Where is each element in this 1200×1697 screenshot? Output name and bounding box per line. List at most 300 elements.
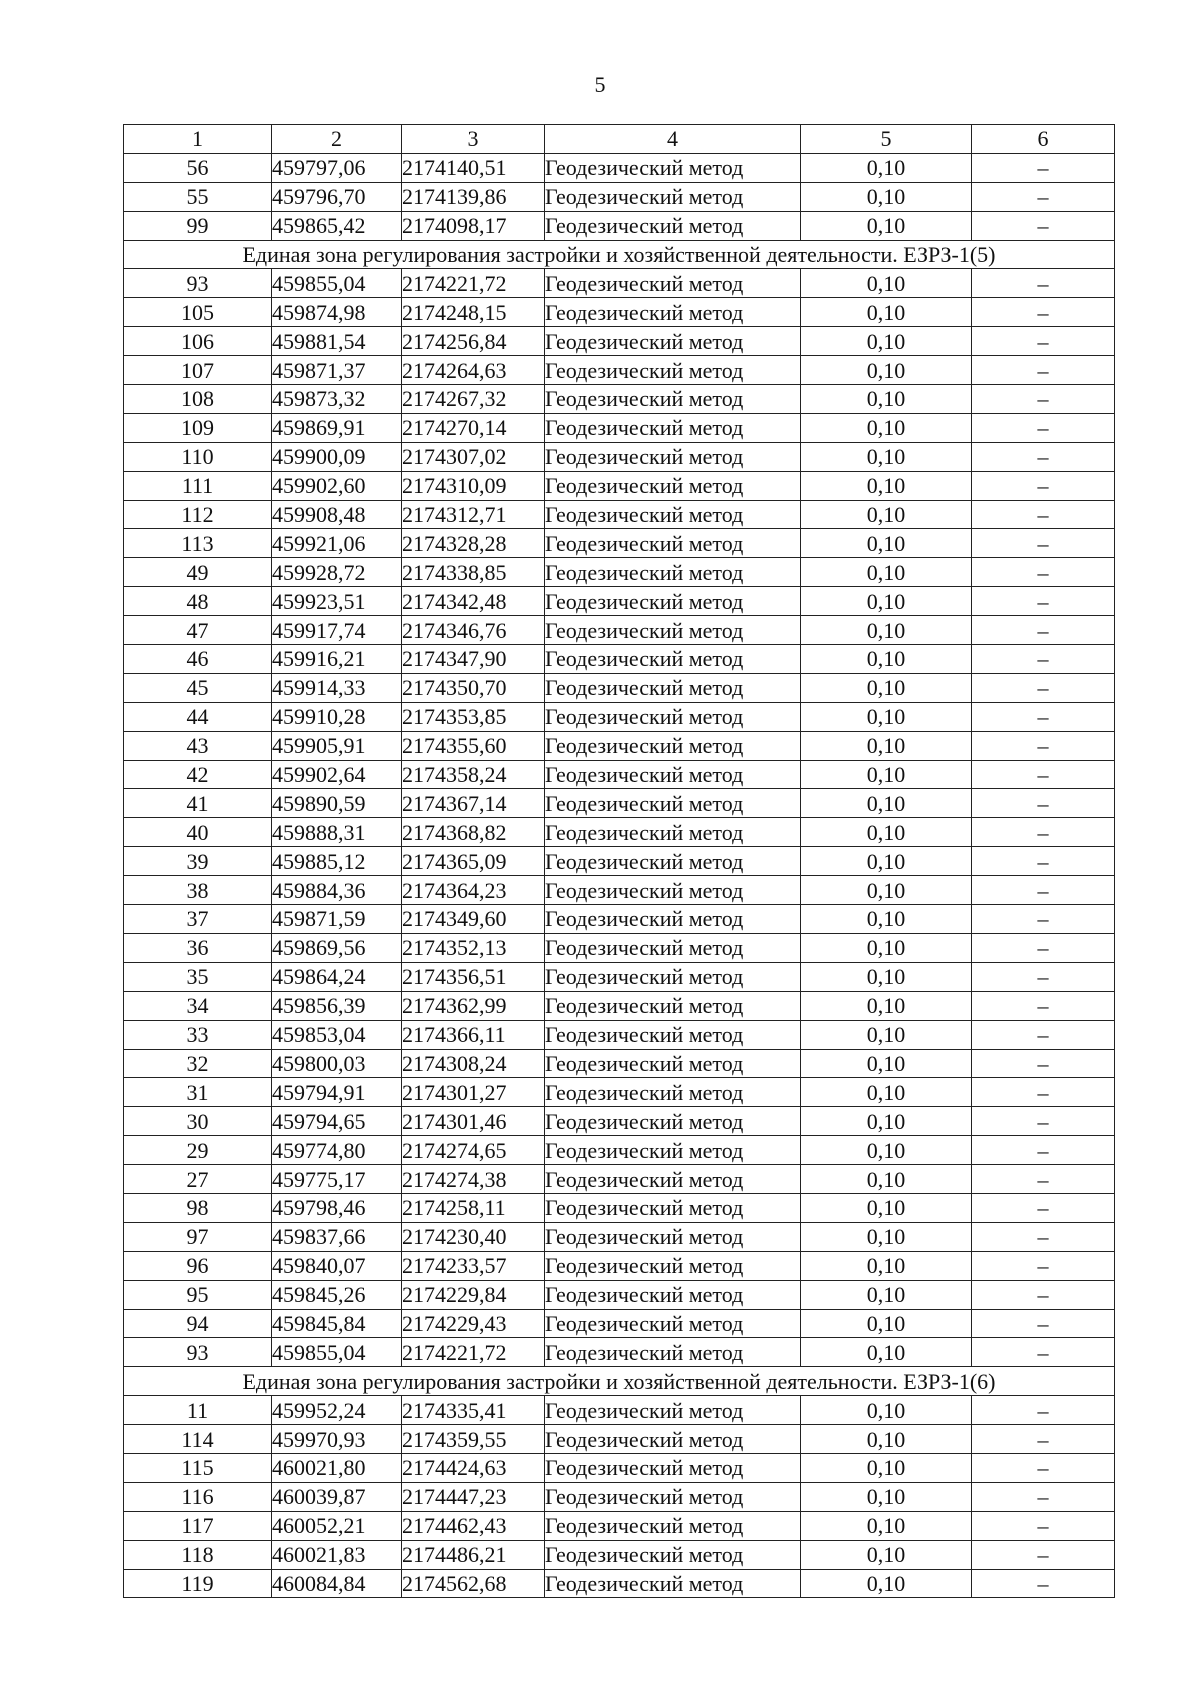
coordinate-x: 459952,24: [272, 1396, 402, 1425]
point-number: 106: [124, 327, 272, 356]
coordinate-x: 459917,74: [272, 616, 402, 645]
method: Геодезический метод: [545, 385, 801, 414]
note: –: [972, 702, 1115, 731]
method: Геодезический метод: [545, 471, 801, 500]
column-number: 4: [545, 125, 801, 154]
table-row: [124, 1136, 1115, 1165]
accuracy: 0,10: [801, 1193, 972, 1222]
accuracy: 0,10: [801, 298, 972, 327]
point-number: 34: [124, 991, 272, 1020]
note: –: [972, 529, 1115, 558]
coordinate-x: 459800,03: [272, 1049, 402, 1078]
point-number: 31: [124, 1078, 272, 1107]
note: –: [972, 182, 1115, 211]
coordinate-y: 2174307,02: [402, 442, 545, 471]
method: Геодезический метод: [545, 1049, 801, 1078]
accuracy: 0,10: [801, 818, 972, 847]
note: –: [972, 760, 1115, 789]
accuracy: 0,10: [801, 529, 972, 558]
point-number: 112: [124, 500, 272, 529]
coordinate-y: 2174221,72: [402, 269, 545, 298]
coordinate-y: 2174308,24: [402, 1049, 545, 1078]
accuracy: 0,10: [801, 933, 972, 962]
coordinate-y: 2174366,11: [402, 1020, 545, 1049]
method: Геодезический метод: [545, 1136, 801, 1165]
coordinate-y: 2174424,63: [402, 1453, 545, 1482]
table-row: [124, 673, 1115, 702]
note: –: [972, 1453, 1115, 1482]
column-number: 1: [124, 125, 272, 154]
table-row: [124, 500, 1115, 529]
table-row: [124, 645, 1115, 674]
table-row: [124, 847, 1115, 876]
accuracy: 0,10: [801, 269, 972, 298]
accuracy: 0,10: [801, 182, 972, 211]
coordinate-x: 459794,91: [272, 1078, 402, 1107]
point-number: 43: [124, 731, 272, 760]
method: Геодезический метод: [545, 673, 801, 702]
note: –: [972, 1425, 1115, 1454]
note: –: [972, 1165, 1115, 1194]
point-number: 111: [124, 471, 272, 500]
accuracy: 0,10: [801, 1569, 972, 1598]
method: Геодезический метод: [545, 1453, 801, 1482]
accuracy: 0,10: [801, 1020, 972, 1049]
method: Геодезический метод: [545, 1078, 801, 1107]
method: Геодезический метод: [545, 327, 801, 356]
coordinate-x: 459856,39: [272, 991, 402, 1020]
point-number: 27: [124, 1165, 272, 1194]
accuracy: 0,10: [801, 731, 972, 760]
table-row: [124, 153, 1115, 182]
method: Геодезический метод: [545, 962, 801, 991]
point-number: 113: [124, 529, 272, 558]
method: Геодезический метод: [545, 1020, 801, 1049]
accuracy: 0,10: [801, 789, 972, 818]
accuracy: 0,10: [801, 1222, 972, 1251]
coordinate-x: 459774,80: [272, 1136, 402, 1165]
coordinate-y: 2174301,46: [402, 1107, 545, 1136]
point-number: 98: [124, 1193, 272, 1222]
note: –: [972, 356, 1115, 385]
coordinate-x: 459869,56: [272, 933, 402, 962]
note: –: [972, 1309, 1115, 1338]
coordinate-y: 2174359,55: [402, 1425, 545, 1454]
point-number: 117: [124, 1511, 272, 1540]
table-row: [124, 1309, 1115, 1338]
note: –: [972, 1020, 1115, 1049]
coordinate-y: 2174362,99: [402, 991, 545, 1020]
note: –: [972, 933, 1115, 962]
point-number: 41: [124, 789, 272, 818]
accuracy: 0,10: [801, 847, 972, 876]
coordinates-table: [123, 124, 1115, 1598]
table-row: [124, 356, 1115, 385]
coordinate-x: 460052,21: [272, 1511, 402, 1540]
coordinate-x: 459905,91: [272, 731, 402, 760]
table-row: [124, 1251, 1115, 1280]
table-row: [124, 616, 1115, 645]
coordinate-x: 459914,33: [272, 673, 402, 702]
table-row: [124, 1193, 1115, 1222]
method: Геодезический метод: [545, 1107, 801, 1136]
table-row: [124, 731, 1115, 760]
coordinate-x: 459797,06: [272, 153, 402, 182]
accuracy: 0,10: [801, 962, 972, 991]
method: Геодезический метод: [545, 991, 801, 1020]
table-row: [124, 962, 1115, 991]
coordinate-x: 459921,06: [272, 529, 402, 558]
table-row: [124, 1107, 1115, 1136]
table-row: [124, 991, 1115, 1020]
column-number: 6: [972, 125, 1115, 154]
method: Геодезический метод: [545, 356, 801, 385]
accuracy: 0,10: [801, 760, 972, 789]
point-number: 46: [124, 645, 272, 674]
table-row: [124, 269, 1115, 298]
accuracy: 0,10: [801, 1511, 972, 1540]
method: Геодезический метод: [545, 702, 801, 731]
coordinate-y: 2174274,65: [402, 1136, 545, 1165]
method: Геодезический метод: [545, 1193, 801, 1222]
coordinate-x: 459845,84: [272, 1309, 402, 1338]
zone-section-title: Единая зона регулирования застройки и хозяйственной деятельности. ЕЗРЗ-1(6): [124, 1367, 1115, 1396]
table-row: [124, 1280, 1115, 1309]
table-row: [124, 1338, 1115, 1367]
note: –: [972, 1193, 1115, 1222]
point-number: 45: [124, 673, 272, 702]
point-number: 33: [124, 1020, 272, 1049]
note: –: [972, 731, 1115, 760]
point-number: 109: [124, 413, 272, 442]
zone-section-row: [124, 1367, 1115, 1396]
accuracy: 0,10: [801, 1338, 972, 1367]
accuracy: 0,10: [801, 442, 972, 471]
table-row: [124, 558, 1115, 587]
coordinate-y: 2174355,60: [402, 731, 545, 760]
coordinate-y: 2174342,48: [402, 587, 545, 616]
accuracy: 0,10: [801, 991, 972, 1020]
coordinate-y: 2174274,38: [402, 1165, 545, 1194]
point-number: 36: [124, 933, 272, 962]
table-row: [124, 211, 1115, 240]
coordinate-y: 2174356,51: [402, 962, 545, 991]
zone-section-title: Единая зона регулирования застройки и хозяйственной деятельности. ЕЗРЗ-1(5): [124, 240, 1115, 269]
point-number: 49: [124, 558, 272, 587]
accuracy: 0,10: [801, 153, 972, 182]
method: Геодезический метод: [545, 1280, 801, 1309]
accuracy: 0,10: [801, 1049, 972, 1078]
coordinate-y: 2174233,57: [402, 1251, 545, 1280]
point-number: 115: [124, 1453, 272, 1482]
point-number: 44: [124, 702, 272, 731]
point-number: 56: [124, 153, 272, 182]
coordinate-y: 2174267,32: [402, 385, 545, 414]
note: –: [972, 876, 1115, 905]
coordinate-x: 459855,04: [272, 1338, 402, 1367]
method: Геодезический метод: [545, 1338, 801, 1367]
accuracy: 0,10: [801, 1078, 972, 1107]
method: Геодезический метод: [545, 1251, 801, 1280]
accuracy: 0,10: [801, 1540, 972, 1569]
table-row: [124, 182, 1115, 211]
point-number: 96: [124, 1251, 272, 1280]
coordinate-x: 459798,46: [272, 1193, 402, 1222]
note: –: [972, 818, 1115, 847]
coordinate-x: 459855,04: [272, 269, 402, 298]
column-number: 2: [272, 125, 402, 154]
point-number: 105: [124, 298, 272, 327]
coordinate-x: 459874,98: [272, 298, 402, 327]
coordinate-y: 2174349,60: [402, 905, 545, 934]
table-row: [124, 702, 1115, 731]
table-row: [124, 1165, 1115, 1194]
coordinate-x: 460021,83: [272, 1540, 402, 1569]
point-number: 108: [124, 385, 272, 414]
accuracy: 0,10: [801, 1453, 972, 1482]
accuracy: 0,10: [801, 1396, 972, 1425]
note: –: [972, 1540, 1115, 1569]
coordinate-x: 459853,04: [272, 1020, 402, 1049]
coordinate-y: 2174328,28: [402, 529, 545, 558]
coordinate-y: 2174139,86: [402, 182, 545, 211]
point-number: 107: [124, 356, 272, 385]
note: –: [972, 298, 1115, 327]
method: Геодезический метод: [545, 847, 801, 876]
coordinate-y: 2174256,84: [402, 327, 545, 356]
table-row: [124, 327, 1115, 356]
coordinate-y: 2174229,84: [402, 1280, 545, 1309]
method: Геодезический метод: [545, 211, 801, 240]
table-row: [124, 1569, 1115, 1598]
accuracy: 0,10: [801, 905, 972, 934]
method: Геодезический метод: [545, 1482, 801, 1511]
table-row: [124, 1425, 1115, 1454]
coordinate-y: 2174270,14: [402, 413, 545, 442]
coordinate-x: 459869,91: [272, 413, 402, 442]
accuracy: 0,10: [801, 645, 972, 674]
accuracy: 0,10: [801, 616, 972, 645]
note: –: [972, 962, 1115, 991]
method: Геодезический метод: [545, 1396, 801, 1425]
table-row: [124, 1540, 1115, 1569]
column-number: 5: [801, 125, 972, 154]
accuracy: 0,10: [801, 1425, 972, 1454]
coordinate-y: 2174310,09: [402, 471, 545, 500]
accuracy: 0,10: [801, 1251, 972, 1280]
method: Геодезический метод: [545, 558, 801, 587]
coordinate-y: 2174365,09: [402, 847, 545, 876]
coordinate-x: 459873,32: [272, 385, 402, 414]
note: –: [972, 413, 1115, 442]
method: Геодезический метод: [545, 413, 801, 442]
point-number: 37: [124, 905, 272, 934]
accuracy: 0,10: [801, 587, 972, 616]
table-row: [124, 1020, 1115, 1049]
point-number: 30: [124, 1107, 272, 1136]
coordinate-y: 2174368,82: [402, 818, 545, 847]
coordinate-y: 2174338,85: [402, 558, 545, 587]
note: –: [972, 1396, 1115, 1425]
coordinate-x: 459794,65: [272, 1107, 402, 1136]
table-row: [124, 529, 1115, 558]
table-row: [124, 587, 1115, 616]
note: –: [972, 558, 1115, 587]
coordinate-x: 460084,84: [272, 1569, 402, 1598]
note: –: [972, 211, 1115, 240]
table-row: [124, 905, 1115, 934]
note: –: [972, 1078, 1115, 1107]
method: Геодезический метод: [545, 269, 801, 298]
coordinate-y: 2174367,14: [402, 789, 545, 818]
coordinate-y: 2174301,27: [402, 1078, 545, 1107]
column-number: 3: [402, 125, 545, 154]
point-number: 48: [124, 587, 272, 616]
note: –: [972, 327, 1115, 356]
coordinate-y: 2174140,51: [402, 153, 545, 182]
method: Геодезический метод: [545, 789, 801, 818]
note: –: [972, 1049, 1115, 1078]
table-row: [124, 471, 1115, 500]
method: Геодезический метод: [545, 182, 801, 211]
method: Геодезический метод: [545, 1569, 801, 1598]
method: Геодезический метод: [545, 616, 801, 645]
method: Геодезический метод: [545, 731, 801, 760]
accuracy: 0,10: [801, 1280, 972, 1309]
method: Геодезический метод: [545, 500, 801, 529]
note: –: [972, 905, 1115, 934]
point-number: 42: [124, 760, 272, 789]
coordinate-y: 2174312,71: [402, 500, 545, 529]
method: Геодезический метод: [545, 645, 801, 674]
method: Геодезический метод: [545, 1540, 801, 1569]
point-number: 119: [124, 1569, 272, 1598]
point-number: 11: [124, 1396, 272, 1425]
point-number: 110: [124, 442, 272, 471]
coordinate-x: 459888,31: [272, 818, 402, 847]
method: Геодезический метод: [545, 933, 801, 962]
point-number: 97: [124, 1222, 272, 1251]
coordinate-y: 2174230,40: [402, 1222, 545, 1251]
table-row: [124, 789, 1115, 818]
coordinate-y: 2174347,90: [402, 645, 545, 674]
point-number: 29: [124, 1136, 272, 1165]
point-number: 116: [124, 1482, 272, 1511]
coordinate-x: 459796,70: [272, 182, 402, 211]
coordinate-y: 2174447,23: [402, 1482, 545, 1511]
coordinate-y: 2174350,70: [402, 673, 545, 702]
method: Геодезический метод: [545, 529, 801, 558]
point-number: 95: [124, 1280, 272, 1309]
table-row: [124, 1482, 1115, 1511]
coordinate-y: 2174264,63: [402, 356, 545, 385]
coordinate-x: 459900,09: [272, 442, 402, 471]
method: Геодезический метод: [545, 1309, 801, 1338]
coordinate-x: 459916,21: [272, 645, 402, 674]
method: Геодезический метод: [545, 760, 801, 789]
note: –: [972, 385, 1115, 414]
point-number: 99: [124, 211, 272, 240]
point-number: 38: [124, 876, 272, 905]
accuracy: 0,10: [801, 876, 972, 905]
coordinate-x: 459884,36: [272, 876, 402, 905]
coordinate-y: 2174221,72: [402, 1338, 545, 1367]
table-row: [124, 1396, 1115, 1425]
point-number: 94: [124, 1309, 272, 1338]
accuracy: 0,10: [801, 211, 972, 240]
table-row: [124, 298, 1115, 327]
table-row: [124, 818, 1115, 847]
note: –: [972, 1136, 1115, 1165]
table-row: [124, 1453, 1115, 1482]
coordinate-x: 459908,48: [272, 500, 402, 529]
accuracy: 0,10: [801, 1309, 972, 1338]
method: Геодезический метод: [545, 905, 801, 934]
note: –: [972, 1569, 1115, 1598]
point-number: 93: [124, 269, 272, 298]
point-number: 118: [124, 1540, 272, 1569]
point-number: 35: [124, 962, 272, 991]
table-row: [124, 1049, 1115, 1078]
coordinate-y: 2174486,21: [402, 1540, 545, 1569]
accuracy: 0,10: [801, 471, 972, 500]
coordinate-x: 459902,64: [272, 760, 402, 789]
method: Геодезический метод: [545, 818, 801, 847]
method: Геодезический метод: [545, 442, 801, 471]
note: –: [972, 500, 1115, 529]
point-number: 114: [124, 1425, 272, 1454]
note: –: [972, 587, 1115, 616]
note: –: [972, 1482, 1115, 1511]
note: –: [972, 1251, 1115, 1280]
coordinate-y: 2174364,23: [402, 876, 545, 905]
coordinate-x: 459970,93: [272, 1425, 402, 1454]
table-row: [124, 1222, 1115, 1251]
table-row: [124, 876, 1115, 905]
table-row: [124, 933, 1115, 962]
note: –: [972, 1280, 1115, 1309]
coordinate-x: 459885,12: [272, 847, 402, 876]
point-number: 32: [124, 1049, 272, 1078]
table-row: [124, 442, 1115, 471]
point-number: 93: [124, 1338, 272, 1367]
point-number: 39: [124, 847, 272, 876]
coordinate-x: 459910,28: [272, 702, 402, 731]
coordinate-y: 2174352,13: [402, 933, 545, 962]
coordinate-x: 459837,66: [272, 1222, 402, 1251]
table-row: [124, 385, 1115, 414]
note: –: [972, 645, 1115, 674]
note: –: [972, 616, 1115, 645]
coordinate-y: 2174258,11: [402, 1193, 545, 1222]
method: Геодезический метод: [545, 1511, 801, 1540]
coordinate-x: 459845,26: [272, 1280, 402, 1309]
accuracy: 0,10: [801, 356, 972, 385]
note: –: [972, 1222, 1115, 1251]
accuracy: 0,10: [801, 385, 972, 414]
method: Геодезический метод: [545, 1165, 801, 1194]
accuracy: 0,10: [801, 327, 972, 356]
note: –: [972, 991, 1115, 1020]
accuracy: 0,10: [801, 1107, 972, 1136]
method: Геодезический метод: [545, 153, 801, 182]
note: –: [972, 153, 1115, 182]
note: –: [972, 269, 1115, 298]
coordinate-x: 459928,72: [272, 558, 402, 587]
accuracy: 0,10: [801, 673, 972, 702]
table-row: [124, 413, 1115, 442]
note: –: [972, 673, 1115, 702]
